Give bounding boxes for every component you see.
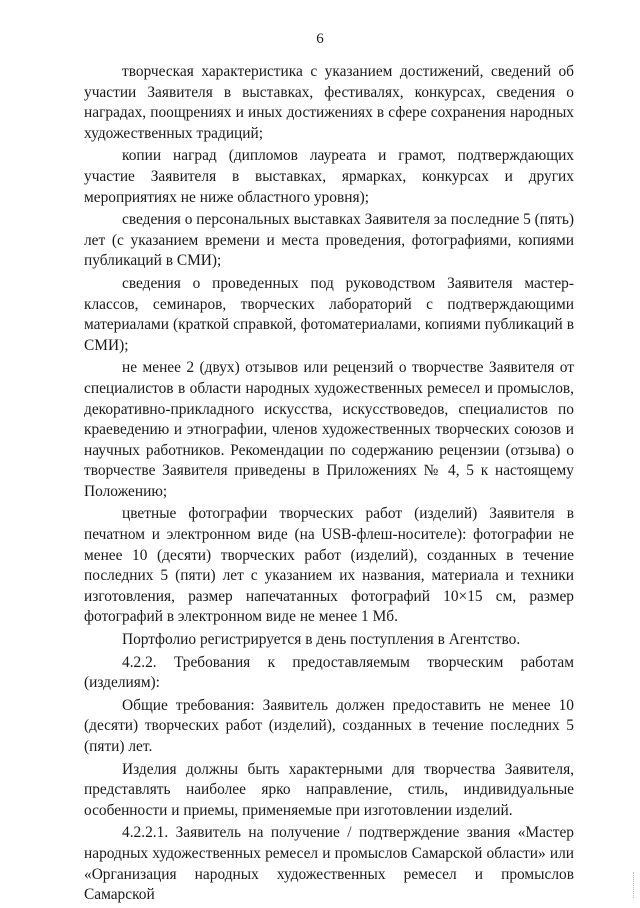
paragraph-color-photos: цветные фотографии творческих работ (изделий) Заявителя в печатном и электронном виде (на USB-флеш-носителе): фотографии не менее 10 (десяти) творческих работ (изделий), созданных в течение последних 5 (пяти) лет с указанием их названия, материала и техники изготовления, размер напечатанных фотографий 10×15 см, размер фотографий в электронном виде не менее 1 Мб.: [84, 505, 574, 626]
paragraph-general-requirements: Общие требования: Заявитель должен предоставить не менее 10 (десяти) творческих работ (изделий), созданных в течение последних 5 (пяти) лет.: [84, 696, 574, 755]
paragraph-reviews: не менее 2 (двух) отзывов или рецензий о творчестве Заявителя от специалистов в области народных художественных ремесел и промыслов, декоративно-прикладного искусства, искусствоведов, специалистов по краеведению и этнографии, членов художественных творческих союзов и научных работников. Рекомендации по содержанию рецензии (отзыва) о творчестве Заявителя приведены в Приложениях № 4, 5 к настоящему Положению;: [84, 359, 574, 500]
paragraph-portfolio-registration: Портфолио регистрируется в день поступления в Агентство.: [122, 631, 521, 649]
paragraph-personal-exhibitions: сведения о персональных выставках Заявителя за последние 5 (пять) лет (с указанием времени и места проведения, фотографиями, копиями публикаций в СМИ);: [84, 211, 574, 270]
paragraph-master-classes: сведения о проведенных под руководством Заявителя мастер-классов, семинаров, творческих лабораторий с подтверждающими материалами (краткой справкой, фотоматериалами, копиями публикаций в СМИ);: [84, 274, 574, 354]
paragraph-award-copies: копии наград (дипломов лауреата и грамот, подтверждающих участие Заявителя в выставках, ярмарках, конкурсах и других мероприятиях не ниже областного уровня);: [84, 147, 574, 206]
document-body: [84, 62, 574, 908]
paragraph-creative-characteristic: творческая характеристика с указанием достижений, сведений об участии Заявителя в выставках, фестивалях, конкурсах, сведения о наградах, поощрениях и иных достижениях в сфере сохранения народных художественных традиций;: [84, 63, 574, 142]
scan-edge-mark: [627, 872, 634, 898]
paragraph-item-characteristics: Изделия должны быть характерными для творчества Заявителя, представлять наиболее ярко направление, стиль, индивидуальные особенности и приемы, применяемые при изготовлении изделий.: [84, 760, 574, 819]
paragraph-section-4-2-2: 4.2.2. Требования к предоставляемым творческим работам (изделиям):: [84, 653, 574, 692]
page-number: 6: [316, 31, 324, 47]
paragraph-section-4-2-2-1: 4.2.2.1. Заявитель на получение / подтверждение звания «Мастер народных художественных ремесел и промыслов Самарской области» или «Организация народных художественных ремесел и промыслов Самарской: [84, 824, 574, 904]
